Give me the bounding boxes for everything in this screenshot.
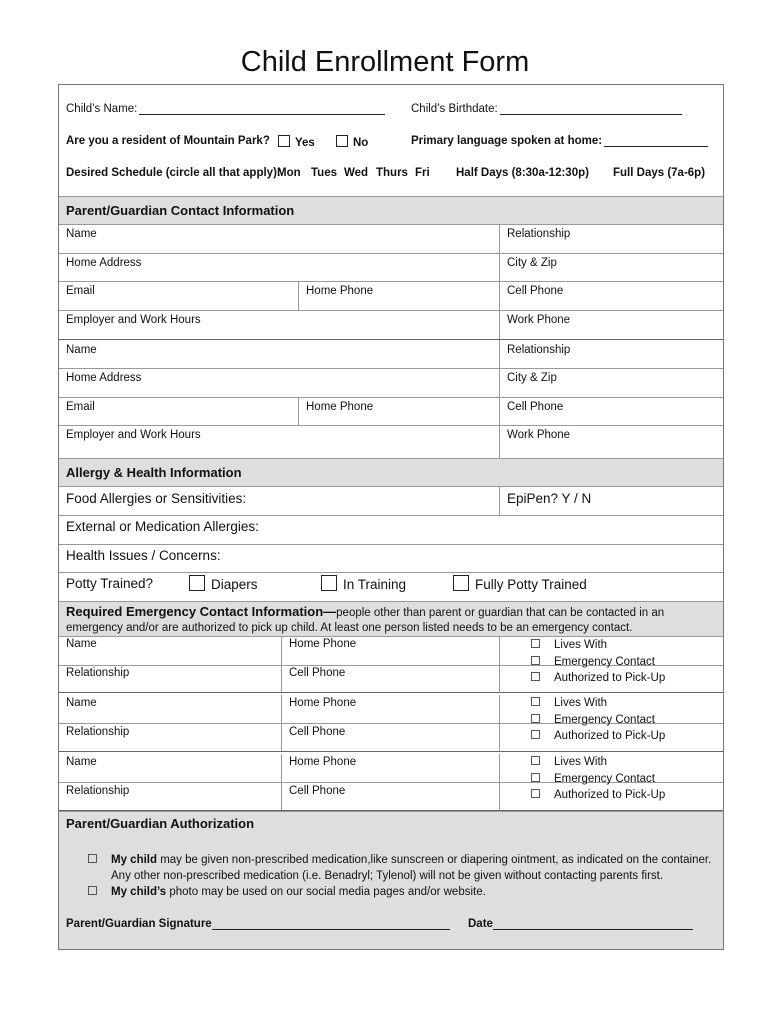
checkbox-icon[interactable] bbox=[531, 756, 540, 765]
parent2-cell-phone-field[interactable]: Cell Phone bbox=[499, 398, 723, 425]
language-field[interactable] bbox=[411, 135, 708, 147]
child-birthdate-label: Child’s Birthdate: bbox=[411, 103, 498, 115]
option-label: Emergency Contact bbox=[554, 655, 655, 668]
option-label: Emergency Contact bbox=[554, 772, 655, 785]
emergency1-options bbox=[499, 637, 723, 693]
parent1-employer-field[interactable]: Employer and Work Hours bbox=[66, 314, 201, 326]
parent-section-header: Parent/Guardian Contact Information bbox=[59, 196, 723, 225]
auth-item1-line2: Any other non-prescribed medication (i.e. Benadryl; Tylenol) will not be given without contacting parents first. bbox=[111, 870, 664, 882]
day-wed[interactable]: Wed bbox=[344, 167, 369, 179]
health-issues-field[interactable]: Health Issues / Concerns: bbox=[66, 548, 221, 563]
parent2-employer-field[interactable]: Employer and Work Hours bbox=[66, 429, 201, 441]
in-training-label: In Training bbox=[343, 577, 407, 592]
parent1-row-address bbox=[59, 254, 723, 282]
checkbox-icon[interactable] bbox=[531, 773, 540, 782]
emergency1-home-phone-field[interactable]: Home Phone bbox=[281, 637, 499, 665]
child-name-field[interactable] bbox=[66, 103, 385, 115]
auth-item1-text: may be given non-prescribed medication,like sunscreen or diapering ointment, as indicated on the container. bbox=[157, 854, 712, 866]
emergency1-relationship-field[interactable]: Relationship bbox=[66, 667, 130, 679]
emergency1-emergency-contact[interactable] bbox=[531, 654, 723, 671]
emergency2-lives-with[interactable] bbox=[531, 695, 723, 712]
day-fri[interactable]: Fri bbox=[415, 167, 430, 179]
checkbox-icon[interactable] bbox=[531, 656, 540, 665]
child-name-label: Child’s Name: bbox=[66, 103, 138, 115]
emergency1-pickup[interactable] bbox=[531, 670, 723, 687]
option-label: Lives With bbox=[554, 756, 608, 768]
emergency3-home-phone-field[interactable]: Home Phone bbox=[281, 754, 499, 782]
parent1-relationship-field[interactable]: Relationship bbox=[499, 225, 723, 253]
parent1-address-field[interactable]: Home Address bbox=[66, 257, 142, 269]
checkbox-icon[interactable] bbox=[88, 886, 97, 895]
auth-section-header: Parent/Guardian Authorization bbox=[66, 816, 255, 831]
language-label: Primary language spoken at home: bbox=[411, 135, 603, 147]
emergency-header-title: Required Emergency Contact Information— bbox=[66, 604, 337, 619]
emergency-header-text-2: emergency and/or are authorized to pick up child. At least one person listed needs to be an emergency contact. bbox=[66, 622, 633, 634]
food-allergy-field[interactable]: Food Allergies or Sensitivities: bbox=[66, 491, 247, 506]
fully-trained-checkbox[interactable] bbox=[453, 575, 469, 591]
emergency1-name-field[interactable]: Name bbox=[66, 638, 97, 650]
external-allergy-field[interactable]: External or Medication Allergies: bbox=[66, 519, 259, 534]
checkbox-icon[interactable] bbox=[531, 672, 540, 681]
enrollment-form bbox=[58, 84, 724, 950]
option-label: Lives With bbox=[554, 697, 608, 709]
emergency2-cell-phone-field[interactable]: Cell Phone bbox=[281, 724, 499, 751]
auth-item2-text: photo may be used on our social media pages and/or website. bbox=[166, 886, 486, 898]
auth-item-photo[interactable] bbox=[88, 886, 486, 898]
signature-field[interactable] bbox=[66, 918, 450, 930]
emergency3-lives-with[interactable] bbox=[531, 754, 723, 771]
parent2-name-field[interactable]: Name bbox=[66, 344, 97, 356]
parent1-city-field[interactable]: City & Zip bbox=[499, 254, 723, 281]
parent1-cell-phone-field[interactable]: Cell Phone bbox=[499, 282, 723, 310]
date-label: Date bbox=[468, 918, 493, 930]
resident-question: Are you a resident of Mountain Park? bbox=[66, 135, 270, 147]
yes-checkbox[interactable] bbox=[278, 135, 290, 147]
emergency1-cell-phone-field[interactable]: Cell Phone bbox=[281, 666, 499, 692]
schedule-label: Desired Schedule (circle all that apply): bbox=[66, 167, 281, 179]
no-checkbox[interactable] bbox=[336, 135, 348, 147]
yes-label: Yes bbox=[295, 137, 315, 149]
checkbox-icon[interactable] bbox=[88, 854, 97, 863]
full-days-option[interactable]: Full Days (7a-6p) bbox=[613, 167, 706, 179]
health-issues-row bbox=[59, 545, 723, 573]
emergency3-name-field[interactable]: Name bbox=[66, 756, 97, 768]
auth-section bbox=[59, 811, 723, 949]
fully-trained-label: Fully Potty Trained bbox=[475, 577, 587, 592]
emergency3-pickup[interactable] bbox=[531, 787, 723, 804]
checkbox-icon[interactable] bbox=[531, 730, 540, 739]
emergency3-emergency-contact[interactable] bbox=[531, 771, 723, 788]
parent2-row-employer bbox=[59, 426, 723, 458]
emergency2-relationship-field[interactable]: Relationship bbox=[66, 726, 130, 738]
external-allergy-row bbox=[59, 516, 723, 545]
parent2-work-phone-field[interactable]: Work Phone bbox=[499, 426, 723, 458]
in-training-checkbox[interactable] bbox=[321, 575, 337, 591]
checkbox-icon[interactable] bbox=[531, 789, 540, 798]
auth-item-medication[interactable] bbox=[88, 854, 711, 866]
potty-diapers-option[interactable] bbox=[189, 575, 258, 592]
potty-training-option[interactable] bbox=[321, 575, 406, 592]
potty-fully-option[interactable] bbox=[453, 575, 587, 592]
parent2-city-field[interactable]: City & Zip bbox=[499, 369, 723, 397]
day-tues[interactable]: Tues bbox=[311, 167, 337, 179]
option-label: Lives With bbox=[554, 639, 608, 651]
emergency-section-header bbox=[59, 601, 723, 637]
option-label: Authorized to Pick-Up bbox=[554, 672, 666, 684]
emergency3-options bbox=[499, 754, 723, 811]
parent1-work-phone-field[interactable]: Work Phone bbox=[499, 311, 723, 339]
emergency2-options bbox=[499, 695, 723, 752]
date-field[interactable] bbox=[468, 918, 693, 930]
no-label: No bbox=[353, 137, 369, 149]
parent2-relationship-field[interactable]: Relationship bbox=[499, 340, 723, 368]
signature-label: Parent/Guardian Signature bbox=[66, 918, 212, 930]
diapers-checkbox[interactable] bbox=[189, 575, 205, 591]
emergency3-cell-phone-field[interactable]: Cell Phone bbox=[281, 783, 499, 810]
parent1-row-name bbox=[59, 225, 723, 254]
resident-no-option[interactable] bbox=[336, 135, 368, 149]
parent1-row-employer bbox=[59, 311, 723, 340]
emergency-header-text: people other than parent or guardian that can be contacted in an bbox=[336, 607, 665, 619]
option-label: Authorized to Pick-Up bbox=[554, 789, 666, 801]
auth-item1-bold: My child bbox=[111, 854, 158, 866]
resident-yes-option[interactable] bbox=[278, 135, 315, 149]
parent2-row-name bbox=[59, 340, 723, 369]
parent2-row-address bbox=[59, 369, 723, 398]
emergency2-emergency-contact[interactable] bbox=[531, 712, 723, 729]
potty-label: Potty Trained? bbox=[66, 576, 154, 591]
parent1-email-field[interactable]: Email bbox=[66, 285, 95, 297]
form-title: Child Enrollment Form bbox=[240, 46, 530, 78]
emergency2-name-field[interactable]: Name bbox=[66, 697, 97, 709]
parent2-address-field[interactable]: Home Address bbox=[66, 372, 142, 384]
parent2-email-field[interactable]: Email bbox=[66, 401, 95, 413]
emergency2-pickup[interactable] bbox=[531, 728, 723, 745]
day-mon[interactable]: Mon bbox=[277, 167, 301, 179]
option-label: Emergency Contact bbox=[554, 713, 655, 726]
epipen-field[interactable]: EpiPen? Y / N bbox=[499, 487, 723, 515]
emergency1-lives-with[interactable] bbox=[531, 637, 723, 654]
option-label: Authorized to Pick-Up bbox=[554, 730, 666, 742]
parent1-home-phone-field[interactable]: Home Phone bbox=[298, 282, 499, 310]
health-section-header: Allergy & Health Information bbox=[59, 458, 723, 487]
potty-row bbox=[59, 573, 723, 601]
parent2-row-phones bbox=[59, 398, 723, 426]
half-days-option[interactable]: Half Days (8:30a-12:30p) bbox=[456, 167, 589, 179]
parent2-home-phone-field[interactable]: Home Phone bbox=[298, 398, 499, 425]
day-thurs[interactable]: Thurs bbox=[376, 167, 408, 179]
child-birthdate-field[interactable] bbox=[411, 103, 682, 115]
checkbox-icon[interactable] bbox=[531, 697, 540, 706]
checkbox-icon[interactable] bbox=[531, 714, 540, 723]
parent1-name-field[interactable]: Name bbox=[66, 228, 97, 240]
food-allergy-row bbox=[59, 487, 723, 516]
emergency3-relationship-field[interactable]: Relationship bbox=[66, 785, 130, 797]
emergency2-home-phone-field[interactable]: Home Phone bbox=[281, 695, 499, 723]
checkbox-icon[interactable] bbox=[531, 639, 540, 648]
parent1-row-phones bbox=[59, 282, 723, 311]
auth-item2-bold: My child’s bbox=[111, 886, 167, 898]
diapers-label: Diapers bbox=[211, 577, 258, 592]
